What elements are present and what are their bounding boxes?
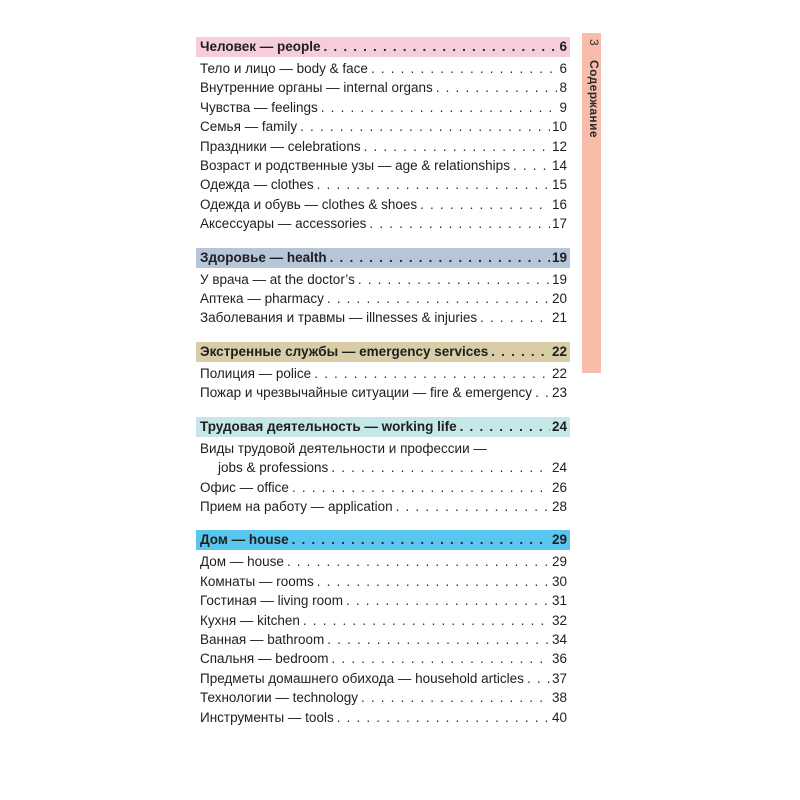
toc-entry-page-number: 24 [551,460,567,476]
dot-leader [303,611,550,630]
toc-entry-label: Дом — house [200,554,284,570]
toc-entry-label: Пожар и чрезвычайные ситуации — fire & emergency [200,385,533,401]
toc-entry [196,117,570,136]
toc-entry [196,708,570,727]
toc-entry [196,591,570,610]
toc-entry [196,669,570,688]
toc-entry-continuation [196,458,570,477]
dot-leader [346,591,550,610]
toc-entry [196,175,570,194]
toc-entry-label: Виды трудовой деятельности и профессии — [200,440,487,456]
dot-leader [330,248,550,268]
toc-section [196,248,570,328]
toc-section-page-number: 24 [551,418,567,434]
toc-entry-page-number: 14 [551,158,567,174]
toc-entry-label: Праздники — celebrations [200,138,361,154]
toc-entry-label: Офис — office [200,479,289,495]
toc-entry [196,497,570,516]
toc-entry-page-number: 12 [551,138,567,154]
toc-entry [196,439,570,458]
dot-leader [314,364,550,383]
dot-leader [317,175,550,194]
dot-leader [287,552,550,571]
toc-section-page-number: 22 [551,343,567,359]
dot-leader [361,688,550,707]
toc-entry-label: Ванная — bathroom [200,631,325,647]
toc-entry-page-number: 17 [551,216,567,232]
toc-section [196,417,570,517]
dot-leader [436,78,558,97]
dot-leader [364,137,550,156]
dot-leader [327,630,550,649]
toc-section-header [196,417,570,437]
toc-section-header [196,530,570,550]
toc-entry-label: Технологии — technology [200,690,358,706]
toc-entry-page-number: 36 [551,651,567,667]
toc-entry-page-number: 9 [559,99,567,115]
toc-entry-label: Прием на работу — application [200,498,393,514]
dot-leader [317,572,550,591]
toc-entry-page-number: 22 [551,365,567,381]
toc-entry-label: Семья — family [200,119,298,135]
toc-entry [196,611,570,630]
dot-leader [420,195,550,214]
toc-entry-label: У врача — at the doctor’s [200,271,355,287]
toc-entry [196,289,570,308]
toc-entry [196,59,570,78]
toc-section-page-number: 19 [551,249,567,265]
toc-section-header [196,342,570,362]
toc-entry-label: Чувства — feelings [200,99,318,115]
toc-section [196,37,570,234]
toc-entry [196,195,570,214]
dot-leader [337,708,550,727]
toc-entry-page-number: 15 [551,177,567,193]
toc-entry-page-number: 28 [551,498,567,514]
toc-entry-page-number: 40 [551,709,567,725]
toc-entry-page-number: 6 [559,61,567,76]
dot-leader [300,117,550,136]
toc-section-title: Дом — house [200,532,289,548]
toc-entry-page-number: 21 [551,310,567,326]
dot-leader [327,289,550,308]
toc-section [196,342,570,403]
toc-section-header [196,37,570,57]
toc-section-title: Здоровье — health [200,249,327,265]
toc-entry-page-number: 29 [551,554,567,570]
dot-leader [358,270,550,289]
dot-leader [292,478,550,497]
toc-entry-label: Спальня — bedroom [200,651,329,667]
toc-entry [196,572,570,591]
dot-leader [324,37,558,57]
toc-entry-page-number: 23 [551,385,567,401]
toc-entry-page-number: 26 [551,479,567,495]
toc-entry-label: Одежда — clothes [200,177,314,193]
dot-leader [513,156,550,175]
toc-section [196,530,570,727]
dot-leader [527,669,550,688]
toc-entry [196,78,570,97]
toc-entry [196,478,570,497]
toc-entry [196,98,570,117]
toc-entry [196,137,570,156]
toc-entry-page-number: 34 [551,631,567,647]
toc-entry-label: Одежда и обувь — clothes & shoes [200,196,418,212]
toc-entry-label: Комнаты — rooms [200,573,314,589]
toc-entry-label: Внутренние органы — internal organs [200,80,433,96]
toc-entry [196,308,570,327]
dot-leader [460,417,550,437]
toc-entry-page-number: 20 [551,291,567,307]
toc-entry-label: Заболевания и травмы — illnesses & injuries [200,310,478,326]
toc-entry [196,630,570,649]
toc-section-title: Человек — people [200,39,321,54]
toc-entry [196,156,570,175]
toc-entry-label: Тело и лицо — body & face [200,61,368,76]
toc-entry-label: Кухня — kitchen [200,612,300,628]
toc-entry [196,364,570,383]
toc-entry-label: Аксессуары — accessories [200,216,367,232]
toc-entry-label: Аптека — pharmacy [200,291,324,307]
toc-entry [196,214,570,233]
dot-leader [369,214,550,233]
toc-entry-page-number: 8 [559,80,567,96]
table-of-contents [196,37,570,741]
dot-leader [480,308,550,327]
toc-entry-page-number: 31 [551,593,567,609]
toc-entry-label: Возраст и родственные узы — age & relationships [200,158,510,174]
toc-entry-label: Инструменты — tools [200,709,334,725]
toc-entry-page-number: 30 [551,573,567,589]
dot-leader [535,383,550,402]
toc-entry [196,649,570,668]
toc-entry-label: Полиция — police [200,365,312,381]
toc-entry-page-number: 19 [551,271,567,287]
dot-leader [292,530,550,550]
toc-entry-page-number: 10 [551,119,567,135]
dot-leader [321,98,558,117]
toc-entry [196,383,570,402]
toc-section-title: Трудовая деятельность — working life [200,418,457,434]
toc-section-page-number: 29 [551,532,567,548]
toc-entry [196,552,570,571]
toc-entry-page-number: 32 [551,612,567,628]
page-number: 3 [587,39,601,46]
toc-section-header [196,248,570,268]
toc-entry [196,270,570,289]
toc-entry-page-number: 37 [551,670,567,686]
contents-tab-label: Содержание [587,59,601,138]
toc-entry-label: jobs & professions [218,460,329,476]
toc-entry-label: Гостиная — living room [200,593,343,609]
dot-leader [491,342,550,362]
toc-entry-page-number: 16 [551,196,567,212]
toc-section-title: Экстренные службы — emergency services [200,343,489,359]
contents-side-tab [582,33,601,373]
toc-entry [196,688,570,707]
dot-leader [332,649,550,668]
toc-entry-label: Предметы домашнего обихода — household articles [200,670,524,686]
dot-leader [396,497,550,516]
dot-leader [331,458,550,477]
toc-section-page-number: 6 [559,39,567,54]
toc-entry-page-number: 38 [551,690,567,706]
dot-leader [371,59,558,78]
